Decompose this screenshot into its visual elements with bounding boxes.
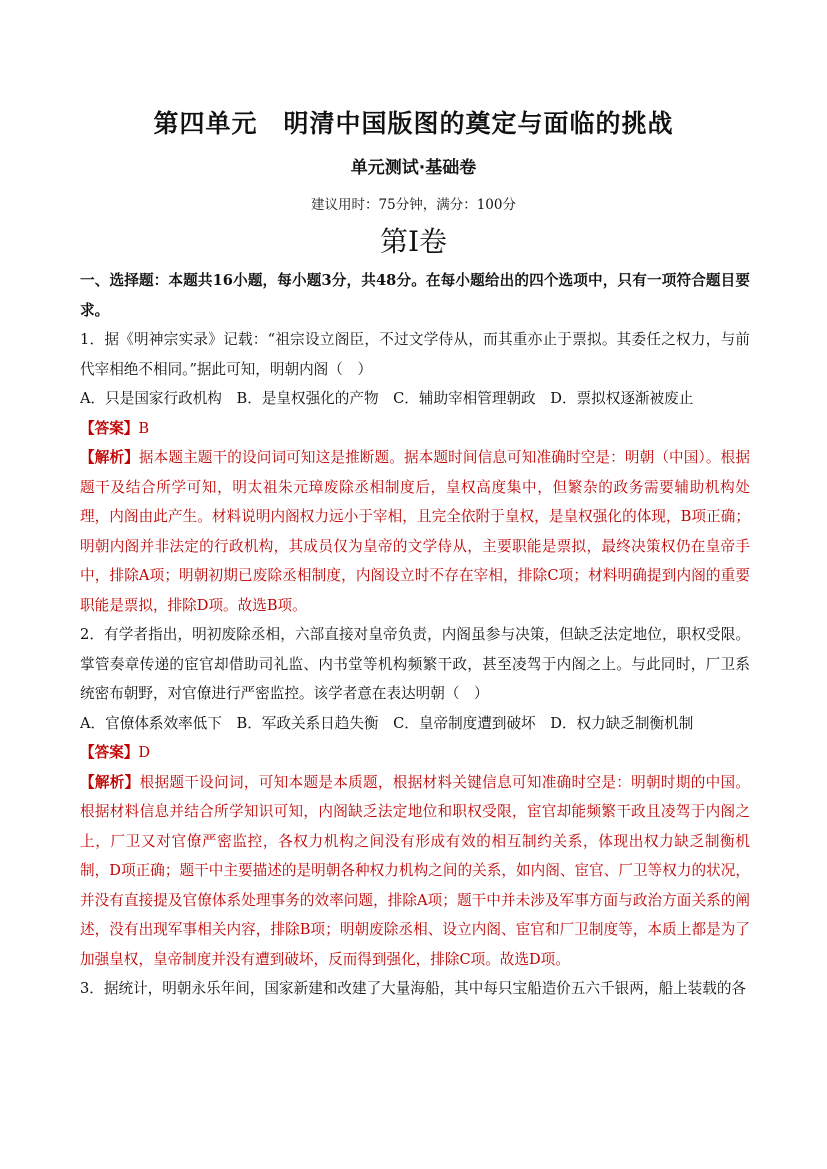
question-options: A．只是国家行政机构 B．是皇权强化的产物 C．辅助宰相管理朝政 D．票拟权逐渐被废止 [80,390,694,407]
part-heading: 第I卷 [379,225,448,258]
analysis-tag: 【解析】 [80,773,140,791]
answer-value: D [138,744,151,761]
unit-title: 第四单元 明清中国版图的奠定与面临的挑战 [153,109,674,138]
time-score-note: 建议用时：75分钟，满分：100分 [311,197,516,213]
answer-tag: 【答案】 [80,744,139,761]
question-stem: 3．据统计，明朝永乐年间，国家新建和改建了大量海船，其中每只宝船造价五六千银两，船上装载的各 [80,980,747,997]
answer-tag: 【答案】 [80,419,139,437]
section-instructions: 一、选择题：本题共16小题，每小题3分，共48分。在每小题给出的四个选项中，只有一项符合题目要求。 [80,272,750,319]
answer-value: B [138,419,150,437]
analysis-tag: 【解析】 [80,449,139,466]
question-body [80,266,750,1004]
analysis-paragraph [80,768,750,975]
question-options: A．官僚体系效率低下 B．军政关系日趋失衡 C．皇帝制度遭到破坏 D．权力缺乏制衡机制 [80,714,694,732]
question-stem: 1．据《明神宗实录》记载：“祖宗设立阁臣，不过文学侍从，而其重亦止于票拟。其委任之权力，与前代宰相绝不相同。”据此可知，明朝内阁（ ） [80,331,750,378]
answer-line [80,738,750,768]
analysis-text: 据本题主题干的设问词可知这是推断题。据本题时间信息可知准确时空是：明朝（中国）。根据题干及结合所学可知，明太祖朱元璋废除丞相制度后，皇权高度集中，但繁杂的政务需要辅助机构处理，内阁由此产生。材料说明内阁权力远小于宰相，且完全依附于皇权，是皇权强化的体现，B项正确；明朝内阁并非法定的行政机构，其成员仅为皇帝的文学侍从，主要职能是票拟，最终决策权仍在皇帝手中，排除A项；明朝初期已废除丞相制度，内阁设立时不存在宰相，排除C项；材料明确提到内阁的重要职能是票拟，排除D项。故选B项。 [80,449,750,614]
answer-line [80,414,750,444]
question-stem: 2．有学者指出，明初废除丞相，六部直接对皇帝负责，内阁虽参与决策，但缺乏法定地位，职权受限。掌管奏章传递的宦官却借助司礼监、内书堂等机构频繁干政，甚至凌驾于内阁之上。与此同时，厂卫系统密布朝野，对官僚进行严密监控。该学者意在表达明朝（ ） [80,626,750,702]
analysis-text: 根据题干设问词，可知本题是本质题，根据材料关键信息可知准确时空是：明朝时期的中国。根据材料信息并结合所学知识可知，内阁缺乏法定地位和职权受限，宦官却能频繁干政且凌驾于内阁之上，厂卫又对官僚严密监控，各权力机构之间没有形成有效的相互制约关系，体现出权力缺乏制衡机制，D项正确；题干中主要描述的是明朝各种权力机构之间的关系，如内阁、宦官、厂卫等权力的状况，并没有直接提及官僚体系处理事务的效率问题，排除A项；题干中并未涉及军事方面与政治方面关系的阐述，没有出现军事相关内容，排除B项；明朝废除丞相、设立内阁、宦官和厂卫制度等，本质上都是为了加强皇权，皇帝制度并没有遭到破坏，反而得到强化，排除C项。故选D项。 [80,773,750,968]
test-subtitle: 单元测试·基础卷 [350,158,477,178]
analysis-paragraph [80,443,750,620]
